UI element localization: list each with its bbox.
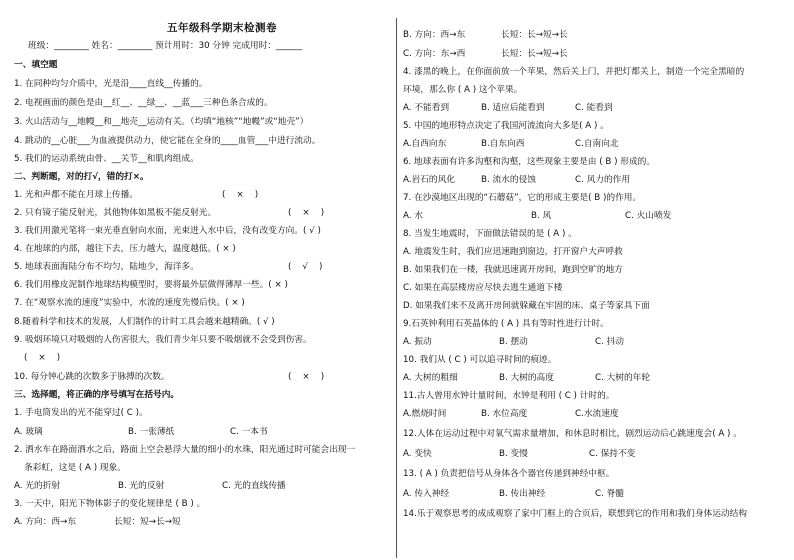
text-line: C. 风力的作用 <box>575 175 631 185</box>
text-line: A. 变快 <box>403 449 432 459</box>
text-line: C. 如果在高层楼房应尽快去逃生通道下楼 <box>403 283 563 293</box>
text-line: 4. 跳动的__心脏___为血液提供动力，使它能在全身的____血管___中进行流动。 <box>14 136 321 146</box>
text-line: C.水流速度 <box>575 409 619 419</box>
text-line: 3. 我们用激光笔将一束光垂直射向水面，光束进入水中后，没有改变方向。( √ ) <box>14 226 321 236</box>
text-line: 10. 我们从 ( C ) 可以追寻时间的痕迹。 <box>403 355 557 365</box>
text-line: B. 水位高度 <box>481 409 528 419</box>
text-line: 8.随着科学和技术的发展，人们制作的计时工具会越来越精确。( √ ) <box>14 317 275 327</box>
text-line: C. 光的直线传播 <box>222 481 286 491</box>
text-line: A. 光的折射 <box>14 481 61 491</box>
text-line: B. 如果我们在一楼，我就迅速离开房间，跑到空旷的地方 <box>403 265 623 275</box>
text-line: A.岩石的风化 <box>403 175 455 185</box>
text-line: C. 火山喷发 <box>625 211 672 221</box>
text-line: 8. 当发生地震时，下面做法错误的是 ( A ) 。 <box>403 229 577 239</box>
text-line: 9.石英钟利用石英晶体的 ( A ) 具有等时性进行计时。 <box>403 319 609 329</box>
text-line: 1. 手电筒发出的光不能穿过( C )。 <box>14 408 148 418</box>
text-line: 5. 中国的地形特点决定了我国河流流向大多是( A ) 。 <box>403 121 609 131</box>
text-line: ( × ) <box>288 208 325 218</box>
text-line: 环境，那么你 ( A ) 这个苹果。 <box>403 85 523 95</box>
text-line: B. 方向：西→东 <box>403 30 466 40</box>
text-line: C. 能看到 <box>575 103 613 113</box>
text-line: C. 大树的年轮 <box>595 373 651 383</box>
text-line: 班级：________ 姓名：________ 预计用时：30 分钟 完成用时：______ <box>28 41 303 51</box>
text-line: ( × ) <box>24 353 61 363</box>
text-line: A. 方向：西→东 <box>14 517 77 527</box>
text-line: 4. 漆黑的晚上，在你面前放一个苹果，然后关上门，并把灯都关上，制造一个完全黑暗的 <box>403 67 745 77</box>
text-line: ( × ) <box>222 190 259 200</box>
text-line: 条彩虹，这是 ( A ) 现象。 <box>24 463 126 473</box>
text-line: 长短：短→长→短 <box>114 517 181 527</box>
right-column <box>399 0 794 560</box>
text-line: 2. 电视画面的颜色是由__红__、__绿__、__蓝___三种色条合成的。 <box>14 98 273 108</box>
text-line: 长短：长→短→长 <box>501 30 568 40</box>
text-line: A. 不能看到 <box>403 103 450 113</box>
text-line: 13. ( A ) 负责把信号从身体各个器官传递到神经中枢。 <box>403 469 615 479</box>
text-line: 2. 洒水车在路面洒水之后，路面上空会悬浮大量的细小的水珠，阳光通过时可能会出现一 <box>14 445 356 455</box>
text-line: 7. 在“观察水流的速度”实验中，水流的速度先慢后快。( × ) <box>14 298 245 308</box>
text-line: C. 方向：东→西 <box>403 49 466 59</box>
text-line: 1. 在同种均匀介质中，光是沿____直线__传播的。 <box>14 79 208 89</box>
text-line: B. 适应后能看到 <box>481 103 545 113</box>
text-line: A.自西向东 <box>403 139 447 149</box>
text-line: 9. 吸烟环境只对吸烟的人伤害很大，我们青少年只要不吸烟就不会受到伤害。 <box>14 335 312 345</box>
text-line: A. 地震发生时，我们应迅速跑到窗边，打开窗户大声呼救 <box>403 247 623 257</box>
text-line: A.燃烧时间 <box>403 409 447 419</box>
text-line: A. 水 <box>403 211 424 221</box>
text-line: C. 脊髓 <box>595 489 624 499</box>
text-line: 3. 一天中，阳光下物体影子的变化规律是 ( B ) 。 <box>14 499 206 509</box>
text-line: 7. 在沙漠地区出现的“石蘑菇”，它的形成主要是( B )的作用。 <box>403 193 642 203</box>
left-column <box>0 0 395 560</box>
text-line: 2. 只有镜子能反射光，其他物体如黑板不能反射光。 <box>14 208 217 218</box>
text-line: C. 一本书 <box>230 427 268 437</box>
text-line: C. 保持不变 <box>589 449 636 459</box>
text-line: B. 变慢 <box>499 449 528 459</box>
text-line: B. 一张薄纸 <box>128 427 175 437</box>
text-line: 14.乐于观察思考的成成观察了家中门框上的合页后，联想到它的作用和我们身体运动结构 <box>403 509 747 519</box>
text-line: C.自南向北 <box>575 139 619 149</box>
text-line: A. 玻璃 <box>14 427 43 437</box>
text-line: B. 流水的侵蚀 <box>481 175 536 185</box>
text-line: ( √ ) <box>288 262 323 272</box>
text-line: 5. 我们的运动系统由骨、__关节__和肌肉组成。 <box>14 154 199 164</box>
section-heading: 二、判断题，对的打√，错的打×。 <box>14 172 149 182</box>
page-title: 五年级科学期末检测卷 <box>167 22 277 34</box>
text-line: B. 光的反射 <box>118 481 165 491</box>
text-line: 11.古人曾用水钟计量时间，水钟是利用 ( C ) 计时的。 <box>403 391 615 401</box>
text-line: A. 振动 <box>403 337 432 347</box>
text-line: 5. 地球表面海陆分布不均匀，陆地少，海洋多。 <box>14 262 199 272</box>
text-line: B. 风 <box>531 211 552 221</box>
text-line: C. 抖动 <box>595 337 624 347</box>
text-line: 1. 光和声都不能在月球上传播。 <box>14 190 138 200</box>
text-line: 10. 每分钟心跳的次数多于脉搏的次数。 <box>14 372 170 382</box>
text-line: B.自东向西 <box>481 139 525 149</box>
text-line: 4. 在地球的内部，越往下去，压力越大，温度越低。( × ) <box>14 244 236 254</box>
text-line: 6. 地球表面有许多沟壑和沟壑，这些现象主要是由 ( B ) 形成的。 <box>403 157 656 167</box>
text-line: D. 如果我们来不及离开房间就躲藏在牢固的床、桌子等家具下面 <box>403 301 650 311</box>
text-line: 6. 我们用橡皮泥制作地球结构模型时，要将最外层做得薄厚一些。( × ) <box>14 280 288 290</box>
section-heading: 一、填空题 <box>14 60 58 70</box>
text-line: B. 摆动 <box>499 337 528 347</box>
text-line: 长短：长→短→长 <box>501 49 568 59</box>
text-line: 3. 火山活动与__地幔__和__地壳__运动有关。（均填“地核”“地幔”或“地壳”） <box>14 117 309 127</box>
text-line: 12.人体在运动过程中对氧气需求量增加，和休息时相比，剧烈运动后心跳速度会( A ) 。 <box>403 429 742 439</box>
column-divider <box>396 18 397 558</box>
text-line: B. 传出神经 <box>499 489 546 499</box>
text-line: A. 传入神经 <box>403 489 450 499</box>
text-line: B. 大树的高度 <box>499 373 554 383</box>
section-heading: 三、选择题，将正确的序号填写在括号内。 <box>14 390 180 400</box>
text-line: ( × ) <box>288 372 325 382</box>
text-line: A. 大树的粗细 <box>403 373 458 383</box>
